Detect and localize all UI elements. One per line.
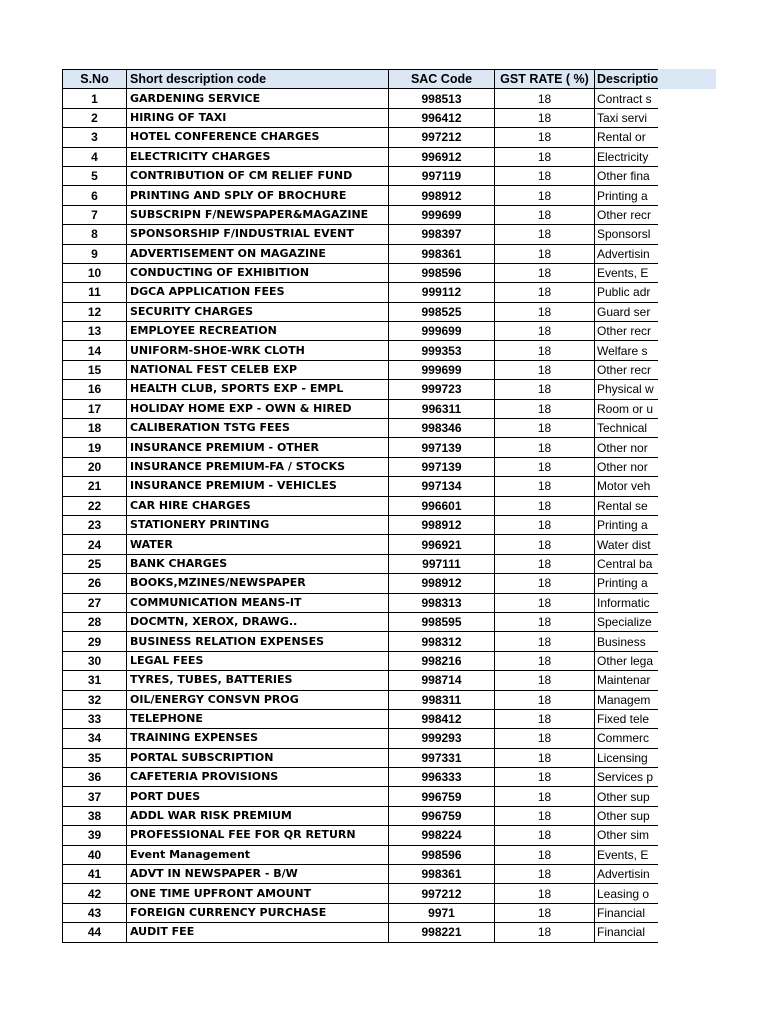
- table-row: [63, 515, 659, 534]
- cell-description[interactable]: Other recr: [595, 322, 659, 341]
- cell-short-description[interactable]: SPONSORSHIP F/INDUSTRIAL EVENT: [127, 225, 389, 244]
- cell-sno[interactable]: 19: [63, 438, 127, 457]
- cell-sno[interactable]: 17: [63, 399, 127, 418]
- cell-description[interactable]: Services p: [595, 768, 659, 787]
- cell-sac-code[interactable]: 996333: [389, 768, 495, 787]
- table-row: [63, 205, 659, 224]
- cell-short-description[interactable]: INSURANCE PREMIUM - VEHICLES: [127, 477, 389, 496]
- cell-sac-code[interactable]: 998412: [389, 709, 495, 728]
- cell-gst-rate[interactable]: 18: [495, 535, 595, 554]
- table-row: [63, 826, 659, 845]
- table-row: [63, 341, 659, 360]
- cell-description[interactable]: Water dist: [595, 535, 659, 554]
- cell-description[interactable]: Printing a: [595, 574, 659, 593]
- cell-sno[interactable]: 44: [63, 923, 127, 942]
- cell-description[interactable]: Other sup: [595, 806, 659, 825]
- table-row: [63, 89, 659, 108]
- cell-gst-rate[interactable]: 18: [495, 457, 595, 476]
- cell-gst-rate[interactable]: 18: [495, 923, 595, 942]
- cell-sno[interactable]: 6: [63, 186, 127, 205]
- table-row: [63, 651, 659, 670]
- cell-sno[interactable]: 22: [63, 496, 127, 515]
- cell-short-description[interactable]: CAFETERIA PROVISIONS: [127, 768, 389, 787]
- cell-description[interactable]: Financial: [595, 923, 659, 942]
- cell-sno[interactable]: 30: [63, 651, 127, 670]
- table-row: [63, 322, 659, 341]
- cell-short-description[interactable]: PORTAL SUBSCRIPTION: [127, 748, 389, 767]
- cell-sno[interactable]: 41: [63, 865, 127, 884]
- cell-sac-code[interactable]: 996601: [389, 496, 495, 515]
- cell-sac-code[interactable]: 996412: [389, 108, 495, 127]
- cell-description[interactable]: Other nor: [595, 438, 659, 457]
- cell-description[interactable]: Leasing o: [595, 884, 659, 903]
- cell-description[interactable]: Printing a: [595, 186, 659, 205]
- header-row: [63, 70, 659, 89]
- cell-description[interactable]: Sponsorsl: [595, 225, 659, 244]
- cell-gst-rate[interactable]: 18: [495, 341, 595, 360]
- cell-gst-rate[interactable]: 18: [495, 244, 595, 263]
- cell-sac-code[interactable]: 998312: [389, 632, 495, 651]
- cell-short-description[interactable]: PRINTING AND SPLY OF BROCHURE: [127, 186, 389, 205]
- cell-sno[interactable]: 37: [63, 787, 127, 806]
- table-row: [63, 147, 659, 166]
- cell-description[interactable]: Public adr: [595, 283, 659, 302]
- cell-gst-rate[interactable]: 18: [495, 632, 595, 651]
- cell-description[interactable]: Central ba: [595, 554, 659, 573]
- cell-gst-rate[interactable]: 18: [495, 806, 595, 825]
- cell-description[interactable]: Other recr: [595, 205, 659, 224]
- cell-short-description[interactable]: ONE TIME UPFRONT AMOUNT: [127, 884, 389, 903]
- cell-short-description[interactable]: DOCMTN, XEROX, DRAWG..: [127, 612, 389, 631]
- cell-sno[interactable]: 26: [63, 574, 127, 593]
- cell-sac-code[interactable]: 998224: [389, 826, 495, 845]
- cell-description[interactable]: Financial: [595, 903, 659, 922]
- cell-description[interactable]: Specialize: [595, 612, 659, 631]
- cell-sac-code[interactable]: 997139: [389, 457, 495, 476]
- cell-short-description[interactable]: EMPLOYEE RECREATION: [127, 322, 389, 341]
- cell-description[interactable]: Other recr: [595, 360, 659, 379]
- cell-sno[interactable]: 43: [63, 903, 127, 922]
- cell-short-description[interactable]: CONDUCTING OF EXHIBITION: [127, 263, 389, 282]
- table-row: [63, 884, 659, 903]
- cell-sno[interactable]: 28: [63, 612, 127, 631]
- table-row: [63, 438, 659, 457]
- cell-sno[interactable]: 11: [63, 283, 127, 302]
- cell-short-description[interactable]: ADDL WAR RISK PREMIUM: [127, 806, 389, 825]
- cell-sno[interactable]: 9: [63, 244, 127, 263]
- cell-sno[interactable]: 13: [63, 322, 127, 341]
- cell-sac-code[interactable]: 998361: [389, 244, 495, 263]
- cell-sac-code[interactable]: 998397: [389, 225, 495, 244]
- cell-sac-code[interactable]: 997111: [389, 554, 495, 573]
- table-row: [63, 108, 659, 127]
- cell-gst-rate[interactable]: 18: [495, 651, 595, 670]
- cell-description[interactable]: Other nor: [595, 457, 659, 476]
- cell-gst-rate[interactable]: 18: [495, 496, 595, 515]
- cell-short-description[interactable]: HOTEL CONFERENCE CHARGES: [127, 128, 389, 147]
- table-row: [63, 283, 659, 302]
- cell-gst-rate[interactable]: 18: [495, 283, 595, 302]
- cell-sno[interactable]: 7: [63, 205, 127, 224]
- cell-sac-code[interactable]: 997134: [389, 477, 495, 496]
- table-row: [63, 768, 659, 787]
- cell-sac-code[interactable]: 998912: [389, 574, 495, 593]
- cell-sno[interactable]: 27: [63, 593, 127, 612]
- cell-description[interactable]: Other sim: [595, 826, 659, 845]
- cell-short-description[interactable]: TELEPHONE: [127, 709, 389, 728]
- cell-sno[interactable]: 8: [63, 225, 127, 244]
- cell-sac-code[interactable]: 999699: [389, 322, 495, 341]
- cell-short-description[interactable]: OIL/ENERGY CONSVN PROG: [127, 690, 389, 709]
- cell-gst-rate[interactable]: 18: [495, 225, 595, 244]
- cell-description[interactable]: Welfare s: [595, 341, 659, 360]
- cell-short-description[interactable]: STATIONERY PRINTING: [127, 515, 389, 534]
- cell-sno[interactable]: 40: [63, 845, 127, 864]
- cell-sno[interactable]: 33: [63, 709, 127, 728]
- cell-sno[interactable]: 4: [63, 147, 127, 166]
- table-row: [63, 244, 659, 263]
- table-row: [63, 632, 659, 651]
- table-row: [63, 671, 659, 690]
- cell-sac-code[interactable]: 999723: [389, 380, 495, 399]
- table-row: [63, 845, 659, 864]
- cell-gst-rate[interactable]: 18: [495, 205, 595, 224]
- cell-sno[interactable]: 16: [63, 380, 127, 399]
- cell-gst-rate[interactable]: 18: [495, 554, 595, 573]
- cell-gst-rate[interactable]: 18: [495, 593, 595, 612]
- cell-gst-rate[interactable]: 18: [495, 263, 595, 282]
- cell-gst-rate[interactable]: 18: [495, 128, 595, 147]
- cell-sno[interactable]: 36: [63, 768, 127, 787]
- cell-sno[interactable]: 15: [63, 360, 127, 379]
- cell-description[interactable]: Contract s: [595, 89, 659, 108]
- cell-gst-rate[interactable]: 18: [495, 574, 595, 593]
- cell-short-description[interactable]: LEGAL FEES: [127, 651, 389, 670]
- table-row: [63, 496, 659, 515]
- cell-sno[interactable]: 39: [63, 826, 127, 845]
- cell-sno[interactable]: 2: [63, 108, 127, 127]
- table-row: [63, 748, 659, 767]
- table-row: [63, 787, 659, 806]
- cell-gst-rate[interactable]: 18: [495, 612, 595, 631]
- table-row: [63, 399, 659, 418]
- cell-sac-code[interactable]: 998596: [389, 263, 495, 282]
- cell-sac-code[interactable]: 998595: [389, 612, 495, 631]
- cell-sac-code[interactable]: 998596: [389, 845, 495, 864]
- cell-short-description[interactable]: HIRING OF TAXI: [127, 108, 389, 127]
- cell-short-description[interactable]: BANK CHARGES: [127, 554, 389, 573]
- cell-short-description[interactable]: SECURITY CHARGES: [127, 302, 389, 321]
- cell-sno[interactable]: 1: [63, 89, 127, 108]
- cell-description[interactable]: Other lega: [595, 651, 659, 670]
- cell-gst-rate[interactable]: 18: [495, 477, 595, 496]
- cell-sac-code[interactable]: 997212: [389, 128, 495, 147]
- cell-description[interactable]: Rental se: [595, 496, 659, 515]
- cell-sac-code[interactable]: 9971: [389, 903, 495, 922]
- cell-description[interactable]: Rental or: [595, 128, 659, 147]
- table-row: [63, 535, 659, 554]
- cell-sac-code[interactable]: 998525: [389, 302, 495, 321]
- table-row: [63, 380, 659, 399]
- cell-sac-code[interactable]: 997331: [389, 748, 495, 767]
- cell-short-description[interactable]: CAR HIRE CHARGES: [127, 496, 389, 515]
- table-row: [63, 593, 659, 612]
- cell-short-description[interactable]: FOREIGN CURRENCY PURCHASE: [127, 903, 389, 922]
- cell-sac-code[interactable]: 998216: [389, 651, 495, 670]
- table-row: [63, 574, 659, 593]
- table-row: [63, 690, 659, 709]
- cell-short-description[interactable]: CONTRIBUTION OF CM RELIEF FUND: [127, 166, 389, 185]
- cell-short-description[interactable]: INSURANCE PREMIUM - OTHER: [127, 438, 389, 457]
- cell-sac-code[interactable]: 997212: [389, 884, 495, 903]
- cell-description[interactable]: Other sup: [595, 787, 659, 806]
- cell-short-description[interactable]: PORT DUES: [127, 787, 389, 806]
- cell-sac-code[interactable]: 996921: [389, 535, 495, 554]
- cell-sno[interactable]: 38: [63, 806, 127, 825]
- cell-description[interactable]: Managem: [595, 690, 659, 709]
- cell-description[interactable]: Maintenar: [595, 671, 659, 690]
- cell-description[interactable]: Printing a: [595, 515, 659, 534]
- cell-gst-rate[interactable]: 18: [495, 787, 595, 806]
- cell-gst-rate[interactable]: 18: [495, 768, 595, 787]
- cell-sac-code[interactable]: 996912: [389, 147, 495, 166]
- cell-sno[interactable]: 23: [63, 515, 127, 534]
- cell-description[interactable]: Guard ser: [595, 302, 659, 321]
- cell-sno[interactable]: 31: [63, 671, 127, 690]
- cell-sac-code[interactable]: 999293: [389, 729, 495, 748]
- cell-sno[interactable]: 42: [63, 884, 127, 903]
- cell-sno[interactable]: 25: [63, 554, 127, 573]
- cell-gst-rate[interactable]: 18: [495, 865, 595, 884]
- cell-sno[interactable]: 21: [63, 477, 127, 496]
- cell-short-description[interactable]: WATER: [127, 535, 389, 554]
- cell-sac-code[interactable]: 998346: [389, 419, 495, 438]
- cell-gst-rate[interactable]: 18: [495, 166, 595, 185]
- cell-sno[interactable]: 35: [63, 748, 127, 767]
- cell-gst-rate[interactable]: 18: [495, 729, 595, 748]
- cell-sno[interactable]: 10: [63, 263, 127, 282]
- header-gst-rate[interactable]: GST RATE ( %): [495, 70, 595, 89]
- table-row: [63, 554, 659, 573]
- header-sac-code[interactable]: SAC Code: [389, 70, 495, 89]
- table-row: [63, 263, 659, 282]
- cell-gst-rate[interactable]: 18: [495, 845, 595, 864]
- table-row: [63, 186, 659, 205]
- cell-sno[interactable]: 5: [63, 166, 127, 185]
- cell-sac-code[interactable]: 997119: [389, 166, 495, 185]
- cell-description[interactable]: Informatic: [595, 593, 659, 612]
- cell-gst-rate[interactable]: 18: [495, 380, 595, 399]
- cell-sac-code[interactable]: 999112: [389, 283, 495, 302]
- cell-short-description[interactable]: COMMUNICATION MEANS-IT: [127, 593, 389, 612]
- cell-gst-rate[interactable]: 18: [495, 399, 595, 418]
- cell-gst-rate[interactable]: 18: [495, 709, 595, 728]
- header-description[interactable]: Descriptio: [595, 70, 659, 89]
- cell-sac-code[interactable]: 998313: [389, 593, 495, 612]
- table-row: [63, 225, 659, 244]
- table-row: [63, 457, 659, 476]
- cell-gst-rate[interactable]: 18: [495, 322, 595, 341]
- cell-description[interactable]: Advertisin: [595, 244, 659, 263]
- cell-gst-rate[interactable]: 18: [495, 690, 595, 709]
- cell-gst-rate[interactable]: 18: [495, 108, 595, 127]
- cell-sno[interactable]: 29: [63, 632, 127, 651]
- cell-short-description[interactable]: INSURANCE PREMIUM-FA / STOCKS: [127, 457, 389, 476]
- cell-description[interactable]: Licensing: [595, 748, 659, 767]
- cell-description[interactable]: Advertisin: [595, 865, 659, 884]
- spreadsheet: [62, 69, 768, 943]
- cell-short-description[interactable]: ADVT IN NEWSPAPER - B/W: [127, 865, 389, 884]
- cell-sac-code[interactable]: 997139: [389, 438, 495, 457]
- cell-gst-rate[interactable]: 18: [495, 186, 595, 205]
- cell-sac-code[interactable]: 998714: [389, 671, 495, 690]
- table-row: [63, 709, 659, 728]
- cell-description[interactable]: Motor veh: [595, 477, 659, 496]
- cell-sac-code[interactable]: 996759: [389, 806, 495, 825]
- cell-gst-rate[interactable]: 18: [495, 419, 595, 438]
- cell-sno[interactable]: 34: [63, 729, 127, 748]
- table-row: [63, 729, 659, 748]
- cell-description[interactable]: Room or u: [595, 399, 659, 418]
- cell-sno[interactable]: 12: [63, 302, 127, 321]
- cell-short-description[interactable]: NATIONAL FEST CELEB EXP: [127, 360, 389, 379]
- table-row: [63, 865, 659, 884]
- cell-sac-code[interactable]: 998311: [389, 690, 495, 709]
- cell-short-description[interactable]: TYRES, TUBES, BATTERIES: [127, 671, 389, 690]
- cell-short-description[interactable]: GARDENING SERVICE: [127, 89, 389, 108]
- cell-short-description[interactable]: PROFESSIONAL FEE FOR QR RETURN: [127, 826, 389, 845]
- cell-short-description[interactable]: DGCA APPLICATION FEES: [127, 283, 389, 302]
- cell-description[interactable]: Taxi servi: [595, 108, 659, 127]
- cell-gst-rate[interactable]: 18: [495, 903, 595, 922]
- cell-gst-rate[interactable]: 18: [495, 826, 595, 845]
- cell-short-description[interactable]: BUSINESS RELATION EXPENSES: [127, 632, 389, 651]
- table-row: [63, 128, 659, 147]
- cell-short-description[interactable]: CALIBERATION TSTG FEES: [127, 419, 389, 438]
- sac-gst-table: [62, 69, 658, 943]
- cell-sno[interactable]: 24: [63, 535, 127, 554]
- cell-description[interactable]: Commerc: [595, 729, 659, 748]
- cell-short-description[interactable]: AUDIT FEE: [127, 923, 389, 942]
- cell-short-description[interactable]: Event Management: [127, 845, 389, 864]
- cell-sac-code[interactable]: 996759: [389, 787, 495, 806]
- cell-sac-code[interactable]: 998361: [389, 865, 495, 884]
- cell-sac-code[interactable]: 999699: [389, 360, 495, 379]
- cell-short-description[interactable]: ADVERTISEMENT ON MAGAZINE: [127, 244, 389, 263]
- cell-short-description[interactable]: SUBSCRIPN F/NEWSPAPER&MAGAZINE: [127, 205, 389, 224]
- cell-gst-rate[interactable]: 18: [495, 671, 595, 690]
- cell-gst-rate[interactable]: 18: [495, 438, 595, 457]
- table-row: [63, 302, 659, 321]
- cell-sac-code[interactable]: 999699: [389, 205, 495, 224]
- cell-gst-rate[interactable]: 18: [495, 748, 595, 767]
- cell-gst-rate[interactable]: 18: [495, 884, 595, 903]
- header-sno[interactable]: S.No: [63, 70, 127, 89]
- cell-sno[interactable]: 3: [63, 128, 127, 147]
- table-row: [63, 806, 659, 825]
- cell-sno[interactable]: 18: [63, 419, 127, 438]
- table-row: [63, 923, 659, 942]
- cell-short-description[interactable]: BOOKS,MZINES/NEWSPAPER: [127, 574, 389, 593]
- cell-sno[interactable]: 20: [63, 457, 127, 476]
- cell-description[interactable]: Events, E: [595, 845, 659, 864]
- table-row: [63, 612, 659, 631]
- table-row: [63, 477, 659, 496]
- cell-gst-rate[interactable]: 18: [495, 302, 595, 321]
- cell-sac-code[interactable]: 996311: [389, 399, 495, 418]
- cell-description[interactable]: Other fina: [595, 166, 659, 185]
- cell-description[interactable]: Technical: [595, 419, 659, 438]
- table-row: [63, 360, 659, 379]
- cell-short-description[interactable]: ELECTRICITY CHARGES: [127, 147, 389, 166]
- table-row: [63, 166, 659, 185]
- cell-short-description[interactable]: TRAINING EXPENSES: [127, 729, 389, 748]
- cell-gst-rate[interactable]: 18: [495, 147, 595, 166]
- cell-short-description[interactable]: HEALTH CLUB, SPORTS EXP - EMPL: [127, 380, 389, 399]
- cell-description[interactable]: Physical w: [595, 380, 659, 399]
- cell-gst-rate[interactable]: 18: [495, 89, 595, 108]
- cell-short-description[interactable]: UNIFORM-SHOE-WRK CLOTH: [127, 341, 389, 360]
- cell-gst-rate[interactable]: 18: [495, 360, 595, 379]
- cell-short-description[interactable]: HOLIDAY HOME EXP - OWN & HIRED: [127, 399, 389, 418]
- cell-sac-code[interactable]: 998513: [389, 89, 495, 108]
- cell-description[interactable]: Business: [595, 632, 659, 651]
- header-short-description[interactable]: Short description code: [127, 70, 389, 89]
- table-row: [63, 419, 659, 438]
- cell-description[interactable]: Events, E: [595, 263, 659, 282]
- cell-sno[interactable]: 14: [63, 341, 127, 360]
- cell-sac-code[interactable]: 999353: [389, 341, 495, 360]
- cell-description[interactable]: Fixed tele: [595, 709, 659, 728]
- table-row: [63, 903, 659, 922]
- cell-sac-code[interactable]: 998221: [389, 923, 495, 942]
- cell-sac-code[interactable]: 998912: [389, 515, 495, 534]
- cell-description[interactable]: Electricity: [595, 147, 659, 166]
- cell-sno[interactable]: 32: [63, 690, 127, 709]
- cell-sac-code[interactable]: 998912: [389, 186, 495, 205]
- cell-gst-rate[interactable]: 18: [495, 515, 595, 534]
